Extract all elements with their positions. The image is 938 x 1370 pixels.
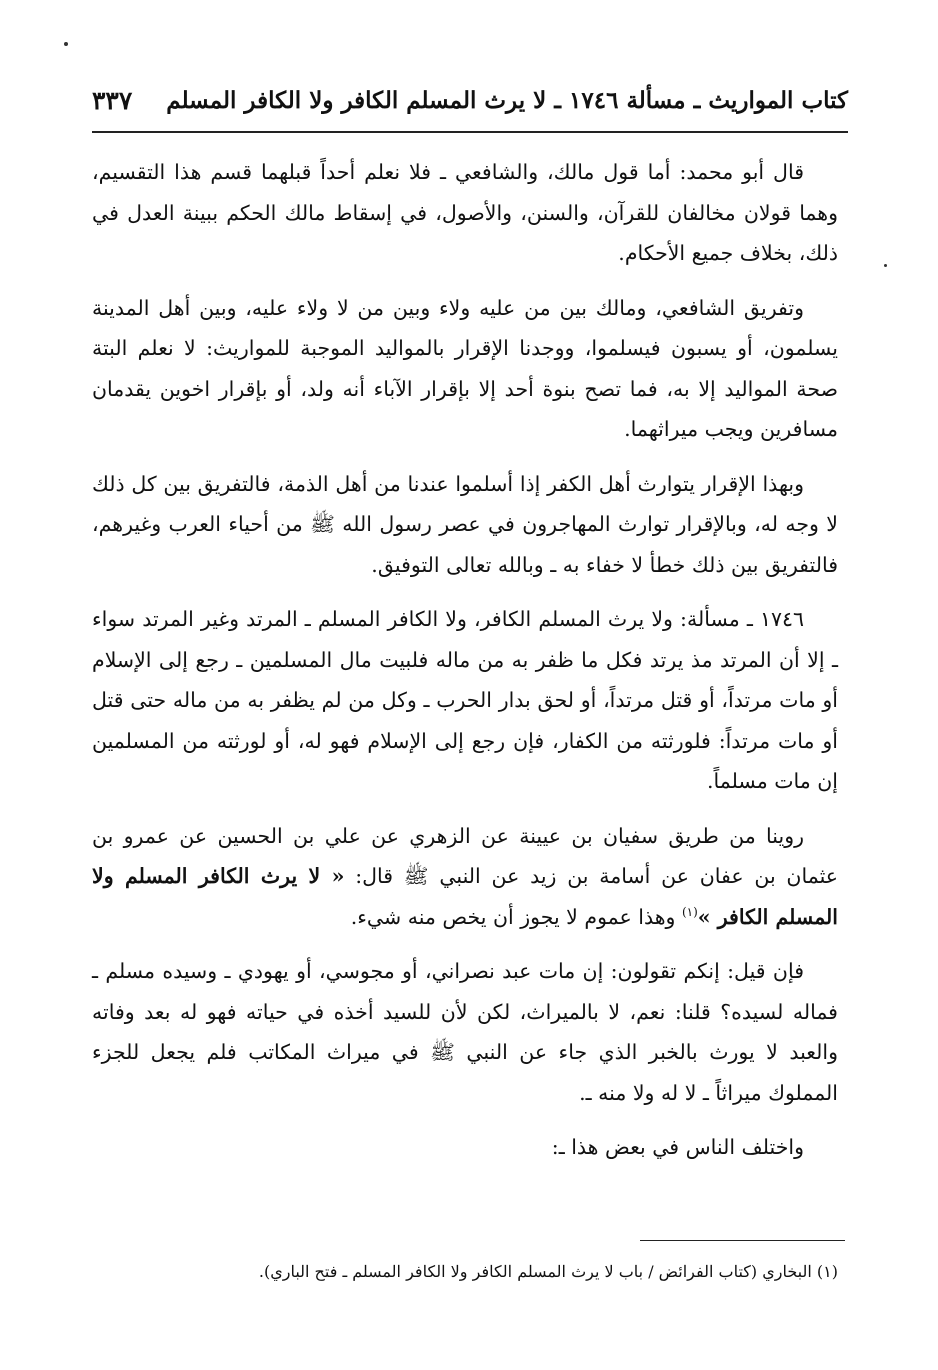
footnote: (١) البخاري (كتاب الفرائض / باب لا يرث المسلم الكافر ولا الكافر المسلم ـ فتح الباري).: [258, 1262, 838, 1281]
scan-speck: [884, 264, 887, 267]
footnote-rule: [640, 1240, 845, 1241]
paragraph: فإن قيل: إنكم تقولون: إن مات عبد نصراني، أو مجوسي، أو يهودي ـ وسيده مسلم ـ فماله لسيده؟ قلنا: نعم، لا بالميراث، لكن لأن للسيد أخذه في حياته فهو له بعد وفاته والعبد لا يورث بالخبر الذي جاء عن النبي ﷺ في ميراث المكاتب فلم يجعل للجزء المملوك ميراثاً ـ لا له ولا منه ـ.: [92, 959, 838, 1105]
issue-paragraph: ١٧٤٦ ـ مسألة: ولا يرث المسلم الكافر، ولا الكافر المسلم ـ المرتد وغير المرتد سواء ـ إلا أن المرتد مذ يرتد فكل ما ظفر به من ماله فلبيت مال المسلمين ـ رجع إلى الإسلام أو مات مرتداً، أو قتل مرتداً، أو لحق بدار الحرب ـ وكل من لم يظفر به من ماله حتى قتل أو مات مرتداً: فلورثته من الكفار، فإن رجع إلى الإسلام فهو له، أو لورثته من المسلمين إن مات مسلماً.: [92, 607, 838, 793]
paragraph: قال أبو محمد: أما قول مالك، والشافعي ـ فلا نعلم أحداً قبلهما قسم هذا التقسيم، وهما قولان مخالفان للقرآن، والسنن، والأصول، في إسقاط مالك الحكم ببينة العدل في ذلك، بخلاف جميع الأحكام.: [92, 160, 838, 265]
paragraph: وبهذا الإقرار يتوارث أهل الكفر إذا أسلموا عندنا من أهل الذمة، فالتفريق بين كل ذلك لا وجه له، وبالإقرار توارث المهاجرون في عصر رسول الله ﷺ من أحياء العرب وغيرهم، فالتفريق بين ذلك خطأ لا خفاء به ـ وبالله تعالى التوفيق.: [92, 471, 838, 577]
running-header: [92, 80, 848, 120]
hadith-paragraph: [92, 816, 838, 938]
footnote-reference: (١): [681, 904, 698, 919]
page-number: ٣٣٧: [92, 85, 133, 115]
running-title: كتاب المواريث ـ مسألة ١٧٤٦ ـ لا يرث المسلم الكافر ولا الكافر المسلم: [166, 86, 848, 114]
hadith-quote: « لا يرث الكافر المسلم ولا المسلم الكافر »: [92, 864, 838, 929]
paragraph: وتفريق الشافعي، ومالك بين من عليه ولاء وبين من لا ولاء عليه، وبين أهل المدينة يسلمون، أو يسبون فيسلموا، ووجدنا الإقرار بالمواليد الموجبة للمواريث: لا نعلم البتة صحة المواليد إلا به، فما تصح بنوة أحد إلا بإقرار الآباء أنه ولد، أو بإقرار اخوين يقدمان مسافرين ويجب ميراثهما.: [92, 295, 838, 441]
scan-speck: [64, 42, 68, 46]
header-rule: [92, 131, 848, 133]
main-text: [92, 152, 838, 1168]
paragraph: واختلف الناس في بعض هذا ـ:: [551, 1135, 804, 1159]
hadith-comment: وهذا عموم لا يجوز أن يخص منه شيء.: [350, 904, 682, 929]
hadith-chain: روينا من طريق سفيان بن عيينة عن الزهري عن علي بن الحسين عن عمرو بن عثمان بن عفان عن أسامة بن زيد عن النبي ﷺ قال:: [92, 823, 838, 888]
